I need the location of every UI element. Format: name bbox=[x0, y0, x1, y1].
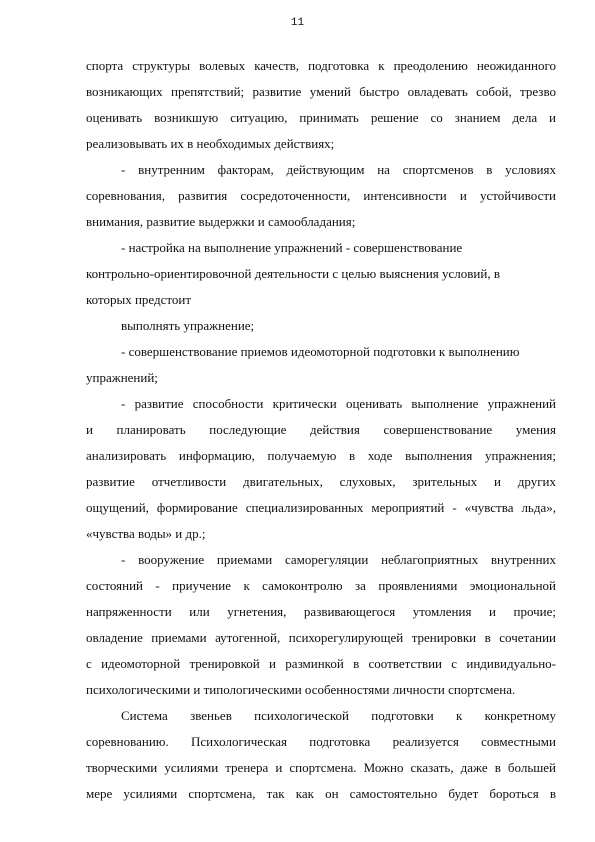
text-line: творческими усилиями тренера и спортсмена. Можно сказать, даже в большей bbox=[86, 760, 556, 775]
text-line: контрольно-ориентировочной деятельности с целью выяснения условий, в bbox=[86, 266, 500, 281]
text-line: психологическими и типологическими особенностями личности спортсмена. bbox=[86, 682, 516, 697]
text-line: мере усилиями спортсмена, так как он самостоятельно будет бороться в bbox=[86, 786, 556, 801]
text-line: выполнять упражнение; bbox=[121, 318, 255, 333]
text-line: спорта структуры волевых качеств, подготовка к преодолению неожиданного bbox=[86, 58, 556, 73]
text-line: и планировать последующие действия совершенствование умения bbox=[86, 422, 556, 437]
text-line: развитие отчетливости двигательных, слуховых, зрительных и других bbox=[86, 474, 556, 489]
list-item-line: - настройка на выполнение упражнений - совершенствование bbox=[121, 240, 463, 255]
page-number: 11 bbox=[290, 17, 305, 29]
text-line: оценивать возникшую ситуацию, принимать решение со знанием дела и bbox=[86, 110, 556, 125]
list-item-line: - развитие способности критически оценивать выполнение упражнений bbox=[121, 396, 556, 411]
list-item-line: - внутренним факторам, действующим на спортсменов в условиях bbox=[121, 162, 556, 177]
text-line: возникающих препятствий; развитие умений быстро овладевать собой, трезво bbox=[86, 84, 556, 99]
text-line: напряженности или угнетения, развивающегося утомления и прочие; bbox=[86, 604, 556, 619]
text-line: овладение приемами аутогенной, психорегулирующей тренировки в сочетании bbox=[86, 630, 556, 645]
text-line: внимания, развитие выдержки и самообладания; bbox=[86, 214, 356, 229]
text-line: «чувства воды» и др.; bbox=[86, 526, 206, 541]
text-line: упражнений; bbox=[86, 370, 158, 385]
list-item-line: - совершенствование приемов идеомоторной подготовки к выполнению bbox=[121, 344, 520, 359]
text-line: которых предстоит bbox=[86, 292, 192, 307]
text-line: анализировать информацию, получаемую в ходе выполнения упражнения; bbox=[86, 448, 556, 463]
list-item-line: - вооружение приемами саморегуляции неблагоприятных внутренних bbox=[121, 552, 556, 567]
text-line: соревнованию. Психологическая подготовка реализуется совместными bbox=[86, 734, 556, 749]
text-line: ощущений, формирование специализированных мероприятий - «чувства льда», bbox=[86, 500, 556, 515]
paragraph-line: Система звеньев психологической подготовки к конкретному bbox=[121, 708, 556, 723]
text-line: состояний - приучение к самоконтролю за проявлениями эмоциональной bbox=[86, 578, 556, 593]
text-line: реализовывать их в необходимых действиях; bbox=[86, 136, 335, 151]
text-line: с идеомоторной тренировкой и разминкой в соответствии с индивидуально- bbox=[86, 656, 556, 671]
text-line: соревнования, развития сосредоточенности, интенсивности и устойчивости bbox=[86, 188, 556, 203]
